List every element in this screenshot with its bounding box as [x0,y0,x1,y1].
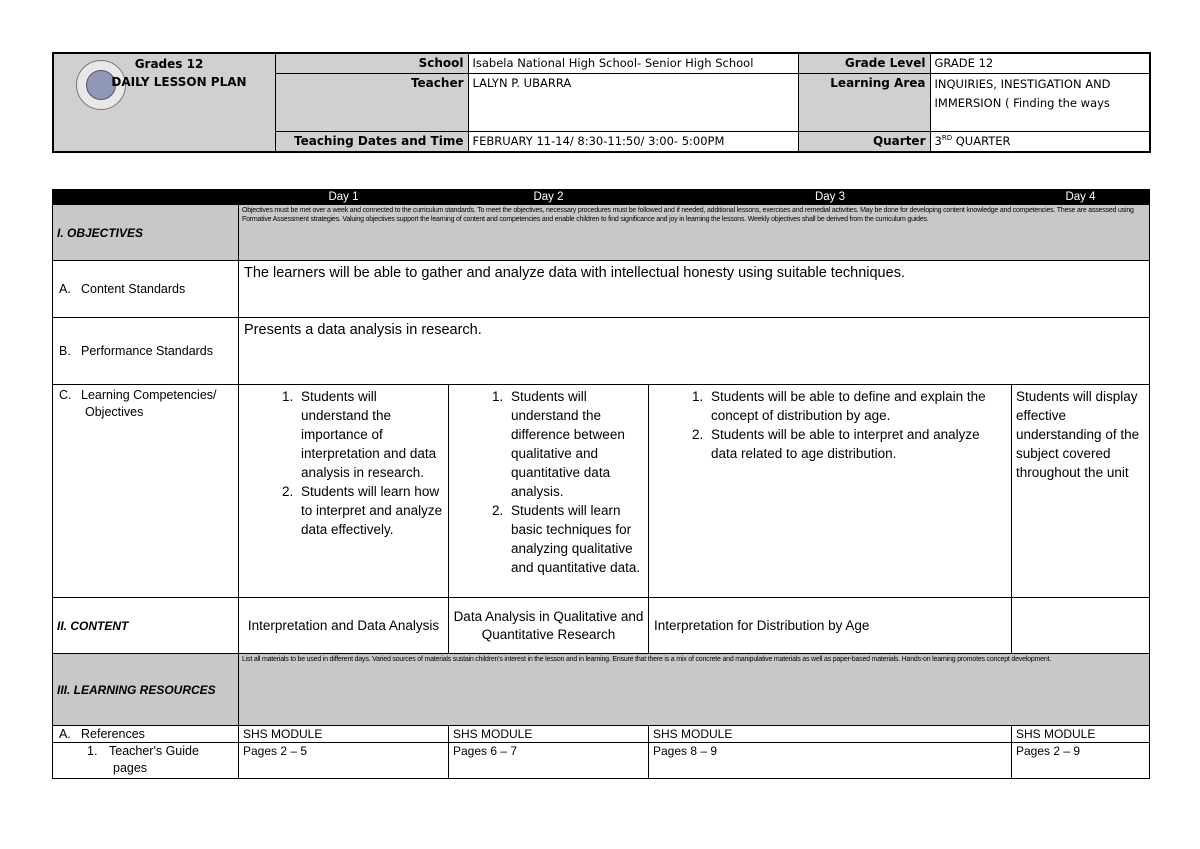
header-logo-cell [53,53,275,152]
competencies-row [53,385,1150,598]
list-item: 2. Students will be able to interpret and analyze data related to age distribution. [707,425,1007,463]
learning-area-label: Learning Area [798,74,930,132]
list-item: 1. Students will be able to define and explain the concept of distribution by age. [707,387,1007,425]
content-standards-row [53,261,1150,318]
references-day-1: SHS MODULE [239,726,449,743]
teachers-guide-day-4: Pages 2 – 9 [1012,743,1150,779]
teachers-guide-day-3: Pages 8 – 9 [649,743,1012,779]
dates-label: Teaching Dates and Time [275,132,468,153]
learning-resources-label: III. LEARNING RESOURCES [53,654,239,726]
teacher-label: Teacher [275,74,468,132]
grades-title: Grades 12 [134,57,204,71]
teachers-guide-day-2: Pages 6 – 7 [449,743,649,779]
list-item: 1. Students will understand the difference between qualitative and quantitative data analysis. [507,387,644,501]
performance-standards-label: B. Performance Standards [53,318,239,385]
day-2-header: Day 2 [449,190,649,205]
references-row [53,726,1150,743]
references-day-2: SHS MODULE [449,726,649,743]
content-label: II. CONTENT [53,598,239,654]
competencies-day-3 [649,385,1012,598]
teachers-guide-day-1: Pages 2 – 5 [239,743,449,779]
references-day-3: SHS MODULE [649,726,1012,743]
learning-resources-row [53,654,1150,726]
teacher-value: LALYN P. UBARRA [468,74,798,132]
learning-area-value: INQUIRIES, INESTIGATION AND IMMERSION ( Finding the ways [930,74,1150,132]
competencies-day-4: Students will display effective understanding of the subject covered throughout the unit [1012,385,1150,598]
school-label: School [275,53,468,74]
references-label: A. References [53,726,239,743]
grade-level-value: GRADE 12 [930,53,1150,74]
objectives-row [53,205,1150,261]
content-day-2: Data Analysis in Qualitative and Quantitative Research [449,598,649,654]
objectives-label: I. OBJECTIVES [53,205,239,261]
content-row [53,598,1150,654]
content-standards-text: The learners will be able to gather and analyze data with intellectual honesty using suitable techniques. [239,261,1150,318]
day-4-header: Day 4 [1012,190,1150,205]
list-item: 2. Students will learn basic techniques for analyzing qualitative and quantitative data. [507,501,644,577]
grade-level-label: Grade Level [798,53,930,74]
day-header-row [53,190,1150,205]
learning-resources-note: List all materials to be used in different days. Varied sources of materials sustain children's interest in the lesson and in learning. Ensure that there is a mix of concrete and manipulative materials as well as paper-based materials. Hands-on learning promotes concept development. [239,654,1150,726]
content-day-1: Interpretation and Data Analysis [239,598,449,654]
quarter-label: Quarter [798,132,930,153]
school-value: Isabela National High School- Senior High School [468,53,798,74]
objectives-note: Objectives must be met over a week and connected to the curriculum standards. To meet the objectives, necessary procedures must be followed and if needed, additional lessons, exercises and remedial activities. May be done for developing content knowledge and competencies. These are assessed using Formative Assessment strategies. Valuing objectives support the learning of content and competencies and enable children to find significance and joy in learning the lessons. Weekly objectives shall be derived from the curriculum guides. [239,205,1150,261]
quarter-value: 3RD QUARTER [930,132,1150,153]
teachers-guide-label: 1. Teacher's Guide pages [53,743,239,779]
performance-standards-row [53,318,1150,385]
header-table [52,52,1151,153]
content-standards-label: A. Content Standards [53,261,239,318]
list-item: 2. Students will learn how to interpret and analyze data effectively. [297,482,444,539]
lesson-plan-table [52,189,1150,779]
performance-standards-text: Presents a data analysis in research. [239,318,1150,385]
references-day-4: SHS MODULE [1012,726,1150,743]
daily-lesson-plan-title: DAILY LESSON PLAN [111,75,247,89]
content-day-4 [1012,598,1150,654]
list-item: 1. Students will understand the importance of interpretation and data analysis in research. [297,387,444,482]
competencies-day-1 [239,385,449,598]
day-1-header: Day 1 [239,190,449,205]
competencies-day-2 [449,385,649,598]
competencies-label: C. Learning Competencies/ Objectives [53,385,239,598]
content-day-3: Interpretation for Distribution by Age [649,598,1012,654]
day-3-header: Day 3 [649,190,1012,205]
dates-value: FEBRUARY 11-14/ 8:30-11:50/ 3:00- 5:00PM [468,132,798,153]
teachers-guide-row [53,743,1150,779]
